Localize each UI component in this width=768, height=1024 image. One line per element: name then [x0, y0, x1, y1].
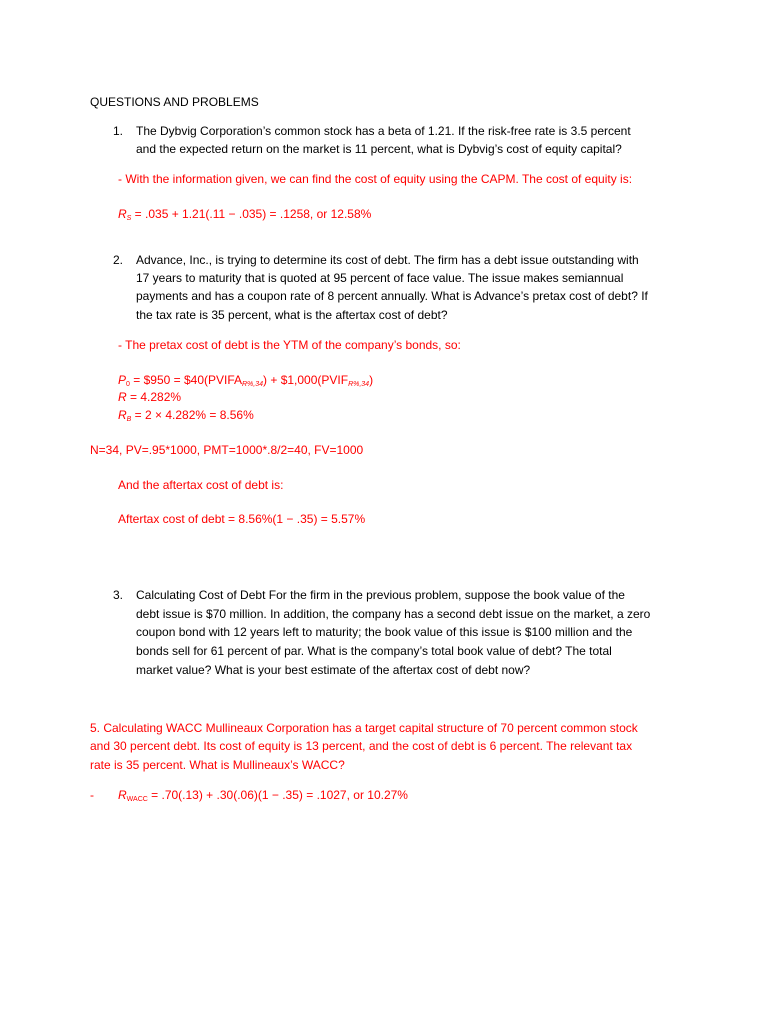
- q1-number: 1.: [113, 124, 124, 138]
- q2-calculator-inputs: N=34, PV=.95*1000, PMT=1000*.8/2=40, FV=1000: [90, 443, 364, 457]
- q5-text-line-2: and 30 percent debt. Its cost of equity is 13 percent, and the cost of debt is 6 percent. The relevant tax: [90, 739, 633, 753]
- q2-price-equation: $P_0$ = $950 = $\$40(PVIFA_{R\%,34})$ + $\$1,000(PVIF_{R\%,34})$: [118, 373, 374, 388]
- q2-aftertax-equation: Aftertax cost of debt = 8.56%(1 − .35) = 5.57%: [118, 512, 366, 526]
- q1-answer-intro: - With the information given, we can find the cost of equity using the CAPM. The cost of equity is:: [118, 172, 633, 186]
- q1-text-line-2: and the expected return on the market is 11 percent, what is Dybvig’s cost of equity capital?: [136, 142, 622, 156]
- q2-answer-intro: - The pretax cost of debt is the YTM of the company’s bonds, so:: [118, 338, 461, 352]
- q3-number: 3.: [113, 588, 124, 602]
- q3-text-line-3: coupon bond with 12 years left to maturity; the book value of this issue is $100 million and the: [136, 625, 633, 639]
- q2-aftertax-intro: And the aftertax cost of debt is:: [118, 478, 284, 492]
- q5-bullet: -: [90, 788, 94, 802]
- q2-text-line-2: 17 years to maturity that is quoted at 95 percent of face value. The issue makes semiannual: [136, 271, 624, 285]
- q2-text-line-3: payments and has a coupon rate of 8 percent annually. What is Advance’s pretax cost of debt? If: [136, 289, 648, 303]
- q3-text-line-5: market value? What is your best estimate of the aftertax cost of debt now?: [136, 663, 531, 677]
- q3-text-line-4: bonds sell for 61 percent of par. What is the company’s total book value of debt? The total: [136, 644, 612, 658]
- q5-text-line-1: 5. Calculating WACC Mullineaux Corporation has a target capital structure of 70 percent common stock: [90, 721, 638, 735]
- q2-number: 2.: [113, 253, 124, 267]
- q5-text-line-3: rate is 35 percent. What is Mullineaux’s WACC?: [90, 758, 345, 772]
- q1-answer-equation: $R_S = .035 + 1.21(.11 - .035) = .1258$, or 12.58%: [118, 207, 372, 222]
- page-heading: QUESTIONS AND PROBLEMS: [90, 95, 259, 109]
- q3-text-line-1: Calculating Cost of Debt For the firm in the previous problem, suppose the book value of the: [136, 588, 625, 602]
- q2-r-equation: R = 4.282%: [118, 390, 182, 404]
- q2-text-line-1: Advance, Inc., is trying to determine its cost of debt. The firm has a debt issue outstanding with: [136, 253, 639, 267]
- q3-text-line-2: debt issue is $70 million. In addition, the company has a second debt issue on the market, a zero: [136, 607, 651, 621]
- q1-text-line-1: The Dybvig Corporation’s common stock has a beta of 1.21. If the risk-free rate is 3.5 percent: [136, 124, 631, 138]
- q2-text-line-4: the tax rate is 35 percent, what is the aftertax cost of debt?: [136, 308, 448, 322]
- q2-rb-equation: $R_B = 2 \times 4.282\% = 8.56\%$: [118, 408, 254, 423]
- q5-wacc-equation: $R_{WACC} = .70(.13) + .30(.06)(1 - .35) = .1027$, or 10.27%: [118, 788, 408, 803]
